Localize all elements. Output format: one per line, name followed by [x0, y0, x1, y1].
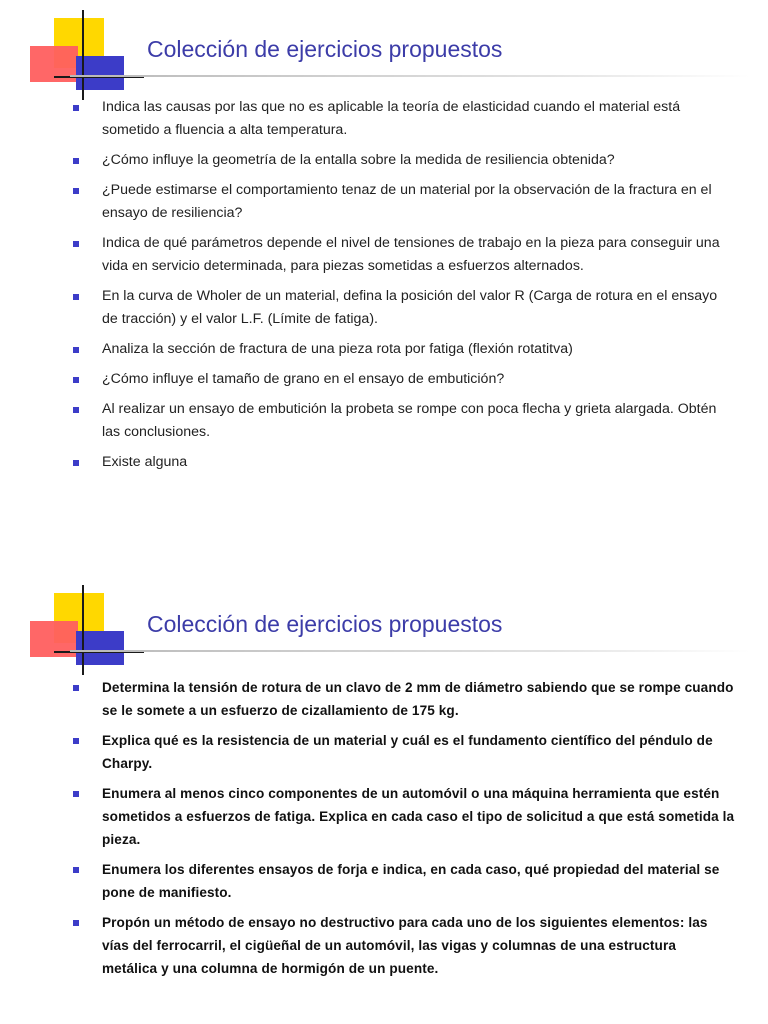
list-item: [70, 398, 735, 444]
bullet-icon: [73, 738, 79, 744]
logo-vertical-line: [82, 10, 84, 100]
list-item-text: Enumera al menos cinco componentes de un automóvil o una máquina herramienta que estén sometidos a esfuerzos de fatiga. Explica en cada caso el tipo de solicitud a que está sometida la pieza.: [102, 786, 735, 847]
slide-logo-decoration: [28, 585, 128, 665]
list-item: [70, 179, 735, 225]
bullet-icon: [73, 460, 79, 466]
list-item: [70, 676, 735, 722]
bullet-icon: [73, 347, 79, 353]
list-item: [70, 96, 735, 142]
list-item: [70, 858, 735, 904]
list-item: [70, 285, 735, 331]
slide-title: Colección de ejercicios propuestos: [147, 611, 503, 637]
list-item: [70, 232, 735, 278]
list-item-text: ¿Puede estimarse el comportamiento tenaz de un material por la observación de la fractura en el ensayo de resiliencia?: [102, 182, 712, 221]
bullet-icon: [73, 920, 79, 926]
bullet-icon: [73, 294, 79, 300]
list-item-text: Enumera los diferentes ensayos de forja e indica, en cada caso, qué propiedad del material se pone de manifiesto.: [102, 862, 720, 900]
list-item-text: Existe alguna: [102, 454, 188, 470]
logo-vertical-line: [82, 585, 84, 675]
list-item: [70, 451, 735, 474]
bullet-icon: [73, 791, 79, 797]
list-item-text: ¿Cómo influye el tamaño de grano en el ensayo de embutición?: [102, 371, 505, 387]
list-item-text: Propón un método de ensayo no destructivo para cada uno de los siguientes elementos: las vías del ferrocarril, el cigüeñal de un automóvil, las vigas y columnas de una estructura metálica y una columna de hormigón de un puente.: [102, 915, 708, 976]
title-underline: [70, 650, 750, 652]
list-item: [70, 338, 735, 361]
bullet-icon: [73, 158, 79, 164]
bullet-icon: [73, 241, 79, 247]
list-item-text: Indica de qué parámetros depende el nivel de tensiones de trabajo en la pieza para conseguir una vida en servicio determinada, para piezas sometidas a esfuerzos alternados.: [102, 235, 720, 274]
slide-2: [0, 575, 768, 1024]
bullet-icon: [73, 407, 79, 413]
list-item: [70, 149, 735, 172]
list-item-text: Al realizar un ensayo de embutición la probeta se rompe con poca flecha y grieta alargada. Obtén las conclusiones.: [102, 401, 717, 440]
list-item-text: ¿Cómo influye la geometría de la entalla sobre la medida de resiliencia obtenida?: [102, 152, 615, 168]
list-item-text: Indica las causas por las que no es aplicable la teoría de elasticidad cuando el material está sometido a fluencia a alta temperatura.: [102, 99, 681, 138]
list-item-text: Determina la tensión de rotura de un clavo de 2 mm de diámetro sabiendo que se rompe cuando se le somete a un esfuerzo de cizallamiento de 175 kg.: [102, 680, 734, 718]
list-item: [70, 729, 735, 775]
bullet-icon: [73, 188, 79, 194]
bullet-icon: [73, 377, 79, 383]
slide-title: Colección de ejercicios propuestos: [147, 36, 503, 62]
bullet-icon: [73, 685, 79, 691]
slide-logo-decoration: [28, 10, 128, 90]
list-item: [70, 782, 735, 851]
exercise-list: [70, 96, 735, 481]
bullet-icon: [73, 105, 79, 111]
list-item-text: Explica qué es la resistencia de un material y cuál es el fundamento científico del péndulo de Charpy.: [102, 733, 713, 771]
title-underline: [70, 75, 750, 77]
list-item: [70, 368, 735, 391]
slide-1: [0, 0, 768, 510]
exercise-list: [70, 676, 735, 987]
list-item-text: Analiza la sección de fractura de una pieza rota por fatiga (flexión rotatitva): [102, 341, 573, 357]
list-item: [70, 911, 735, 980]
bullet-icon: [73, 867, 79, 873]
list-item-text: En la curva de Wholer de un material, defina la posición del valor R (Carga de rotura en el ensayo de tracción) y el valor L.F. (Límite de fatiga).: [102, 288, 718, 327]
